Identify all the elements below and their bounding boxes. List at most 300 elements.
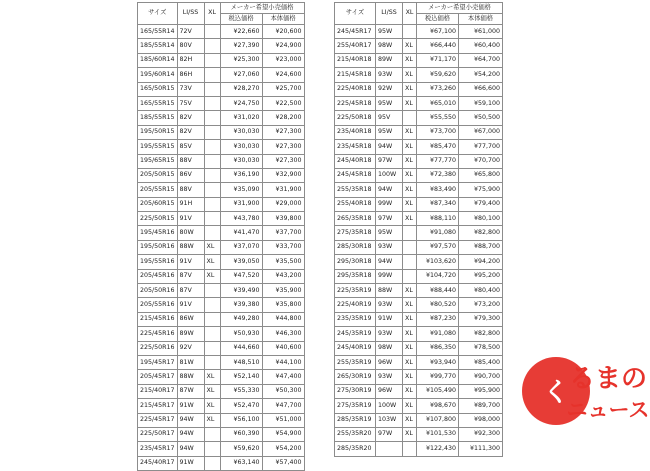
tire-size-cell: 235/35R19 bbox=[335, 312, 376, 326]
base-price-cell: ¥27,300 bbox=[262, 125, 304, 139]
tax-incl-price-cell: ¥48,510 bbox=[220, 355, 262, 369]
base-price-cell: ¥24,600 bbox=[262, 68, 304, 82]
tax-incl-price-cell: ¥56,100 bbox=[220, 413, 262, 427]
load-speed-cell: 97W bbox=[376, 154, 403, 168]
xl-flag-cell bbox=[204, 226, 220, 240]
tax-incl-price-cell: ¥87,340 bbox=[417, 197, 459, 211]
price-table-right bbox=[334, 2, 503, 457]
xl-flag-cell: XL bbox=[403, 341, 417, 355]
table-row bbox=[138, 68, 305, 82]
load-speed-cell: 95W bbox=[376, 96, 403, 110]
header-li-ss: LI/SS bbox=[177, 3, 204, 25]
base-price-cell: ¥20,600 bbox=[262, 25, 304, 39]
table-row bbox=[335, 312, 503, 326]
tax-incl-price-cell: ¥55,550 bbox=[417, 111, 459, 125]
xl-flag-cell: XL bbox=[204, 255, 220, 269]
base-price-cell: ¥79,300 bbox=[459, 312, 503, 326]
base-price-cell: ¥61,000 bbox=[459, 25, 503, 39]
base-price-cell: ¥22,500 bbox=[262, 96, 304, 110]
tire-size-cell: 245/40R18 bbox=[335, 154, 376, 168]
tire-size-cell: 275/35R18 bbox=[335, 226, 376, 240]
tire-size-cell: 265/35R18 bbox=[335, 212, 376, 226]
table-row bbox=[335, 427, 503, 441]
load-speed-cell: 94W bbox=[177, 427, 204, 441]
load-speed-cell: 91W bbox=[177, 399, 204, 413]
tire-size-cell: 225/50R16 bbox=[138, 341, 178, 355]
table-row bbox=[335, 125, 503, 139]
table-row bbox=[138, 284, 305, 298]
xl-flag-cell: XL bbox=[403, 183, 417, 197]
xl-flag-cell: XL bbox=[403, 197, 417, 211]
tire-size-cell: 285/30R18 bbox=[335, 240, 376, 254]
table-row bbox=[138, 370, 305, 384]
base-price-cell: ¥57,400 bbox=[262, 456, 304, 470]
price-table-left bbox=[137, 2, 305, 471]
tire-size-cell: 235/40R18 bbox=[335, 125, 376, 139]
base-price-cell: ¥50,500 bbox=[459, 111, 503, 125]
table-row bbox=[138, 355, 305, 369]
load-speed-cell: 81W bbox=[177, 355, 204, 369]
xl-flag-cell bbox=[204, 312, 220, 326]
tax-incl-price-cell: ¥55,330 bbox=[220, 384, 262, 398]
xl-flag-cell: XL bbox=[403, 53, 417, 67]
load-speed-cell: 86H bbox=[177, 68, 204, 82]
tire-size-cell: 225/40R18 bbox=[335, 82, 376, 96]
header-xl: XL bbox=[403, 3, 417, 25]
tire-size-cell: 245/40R19 bbox=[335, 341, 376, 355]
xl-flag-cell bbox=[204, 25, 220, 39]
header-xl: XL bbox=[204, 3, 220, 25]
load-speed-cell: 88V bbox=[177, 154, 204, 168]
xl-flag-cell bbox=[204, 197, 220, 211]
tire-size-cell: 245/45R18 bbox=[335, 168, 376, 182]
tire-size-cell: 255/35R18 bbox=[335, 183, 376, 197]
tax-incl-price-cell: ¥91,080 bbox=[417, 327, 459, 341]
table-row bbox=[138, 327, 305, 341]
table-row bbox=[335, 53, 503, 67]
load-speed-cell: 91V bbox=[177, 255, 204, 269]
tire-size-cell: 195/60R14 bbox=[138, 68, 178, 82]
tire-size-cell: 215/40R18 bbox=[335, 53, 376, 67]
xl-flag-cell bbox=[204, 183, 220, 197]
table-row bbox=[138, 154, 305, 168]
tire-size-cell: 165/50R15 bbox=[138, 82, 178, 96]
header-li-ss: LI/SS bbox=[376, 3, 403, 25]
xl-flag-cell: XL bbox=[403, 312, 417, 326]
table-row bbox=[335, 384, 503, 398]
table-row bbox=[335, 82, 503, 96]
base-price-cell: ¥32,900 bbox=[262, 168, 304, 182]
tire-size-cell: 195/65R15 bbox=[138, 154, 178, 168]
xl-flag-cell bbox=[204, 327, 220, 341]
load-speed-cell: 94W bbox=[376, 183, 403, 197]
xl-flag-cell: XL bbox=[403, 82, 417, 96]
tax-incl-price-cell: ¥25,300 bbox=[220, 53, 262, 67]
tire-size-cell: 195/55R16 bbox=[138, 255, 178, 269]
tire-size-cell: 215/45R18 bbox=[335, 68, 376, 82]
tax-incl-price-cell: ¥24,750 bbox=[220, 96, 262, 110]
table-row bbox=[138, 226, 305, 240]
tire-size-cell: 225/50R15 bbox=[138, 212, 178, 226]
tax-incl-price-cell: ¥105,490 bbox=[417, 384, 459, 398]
xl-flag-cell: XL bbox=[403, 399, 417, 413]
load-speed-cell: 94W bbox=[177, 442, 204, 456]
tax-incl-price-cell: ¥27,390 bbox=[220, 39, 262, 53]
tax-incl-price-cell: ¥59,620 bbox=[220, 442, 262, 456]
tax-incl-price-cell: ¥73,700 bbox=[417, 125, 459, 139]
xl-flag-cell: XL bbox=[204, 269, 220, 283]
table-row bbox=[335, 183, 503, 197]
tire-size-cell: 215/45R17 bbox=[138, 399, 178, 413]
table-row bbox=[138, 341, 305, 355]
table-row bbox=[335, 442, 503, 456]
load-speed-cell: 86W bbox=[177, 312, 204, 326]
base-price-cell: ¥85,400 bbox=[459, 355, 503, 369]
tax-incl-price-cell: ¥31,900 bbox=[220, 197, 262, 211]
load-speed-cell: 95W bbox=[376, 226, 403, 240]
xl-flag-cell bbox=[204, 456, 220, 470]
tax-incl-price-cell: ¥43,780 bbox=[220, 212, 262, 226]
tax-incl-price-cell: ¥30,030 bbox=[220, 154, 262, 168]
load-speed-cell: 88W bbox=[376, 284, 403, 298]
tax-incl-price-cell: ¥65,010 bbox=[417, 96, 459, 110]
tire-size-cell: 165/55R15 bbox=[138, 96, 178, 110]
load-speed-cell: 93W bbox=[376, 327, 403, 341]
load-speed-cell: 100W bbox=[376, 399, 403, 413]
xl-flag-cell: XL bbox=[403, 384, 417, 398]
table-row bbox=[138, 413, 305, 427]
table-row bbox=[335, 68, 503, 82]
tire-size-cell: 195/45R17 bbox=[138, 355, 178, 369]
table-row bbox=[335, 39, 503, 53]
xl-flag-cell: XL bbox=[204, 370, 220, 384]
xl-flag-cell bbox=[204, 111, 220, 125]
table-row bbox=[138, 212, 305, 226]
tire-size-cell: 195/50R15 bbox=[138, 125, 178, 139]
load-speed-cell: 100W bbox=[376, 168, 403, 182]
tax-incl-price-cell: ¥30,030 bbox=[220, 140, 262, 154]
tire-size-cell: 195/55R15 bbox=[138, 140, 178, 154]
base-price-cell: ¥47,700 bbox=[262, 399, 304, 413]
tax-incl-price-cell: ¥39,380 bbox=[220, 298, 262, 312]
tax-incl-price-cell: ¥47,520 bbox=[220, 269, 262, 283]
table-row bbox=[335, 413, 503, 427]
base-price-cell: ¥39,800 bbox=[262, 212, 304, 226]
tax-incl-price-cell: ¥39,490 bbox=[220, 284, 262, 298]
base-price-cell: ¥111,300 bbox=[459, 442, 503, 456]
load-speed-cell: 88W bbox=[177, 370, 204, 384]
tax-incl-price-cell: ¥22,660 bbox=[220, 25, 262, 39]
tire-size-cell: 235/45R17 bbox=[138, 442, 178, 456]
load-speed-cell: 89W bbox=[177, 327, 204, 341]
xl-flag-cell: XL bbox=[204, 384, 220, 398]
tax-incl-price-cell: ¥103,620 bbox=[417, 255, 459, 269]
table-row bbox=[138, 125, 305, 139]
load-speed-cell: 89W bbox=[376, 53, 403, 67]
tire-size-cell: 195/50R16 bbox=[138, 240, 178, 254]
table-row bbox=[335, 341, 503, 355]
tax-incl-price-cell: ¥71,170 bbox=[417, 53, 459, 67]
base-price-cell: ¥54,200 bbox=[459, 68, 503, 82]
base-price-cell: ¥60,400 bbox=[459, 39, 503, 53]
tire-size-cell: 255/40R17 bbox=[335, 39, 376, 53]
load-speed-cell: 82V bbox=[177, 111, 204, 125]
header-price-group: メーカー希望小売価格 bbox=[220, 3, 304, 14]
xl-flag-cell: XL bbox=[403, 125, 417, 139]
base-price-cell: ¥33,700 bbox=[262, 240, 304, 254]
base-price-cell: ¥92,300 bbox=[459, 427, 503, 441]
load-speed-cell: 91V bbox=[177, 298, 204, 312]
tire-size-cell: 185/60R14 bbox=[138, 53, 178, 67]
base-price-cell: ¥50,300 bbox=[262, 384, 304, 398]
table-row bbox=[138, 111, 305, 125]
load-speed-cell: 97W bbox=[376, 427, 403, 441]
xl-flag-cell: XL bbox=[403, 413, 417, 427]
table-row bbox=[138, 25, 305, 39]
svg-text:るまの: るまの bbox=[568, 364, 648, 394]
base-price-cell: ¥70,700 bbox=[459, 154, 503, 168]
load-speed-cell: 96W bbox=[376, 384, 403, 398]
load-speed-cell: 80V bbox=[177, 39, 204, 53]
tire-size-cell: 285/35R20 bbox=[335, 442, 376, 456]
tax-incl-price-cell: ¥63,140 bbox=[220, 456, 262, 470]
tire-size-cell: 225/45R16 bbox=[138, 327, 178, 341]
xl-flag-cell: XL bbox=[403, 168, 417, 182]
tire-size-cell: 185/55R14 bbox=[138, 39, 178, 53]
base-price-cell: ¥65,800 bbox=[459, 168, 503, 182]
xl-flag-cell: XL bbox=[403, 212, 417, 226]
tire-size-cell: 245/35R19 bbox=[335, 327, 376, 341]
tax-incl-price-cell: ¥80,520 bbox=[417, 298, 459, 312]
xl-flag-cell bbox=[403, 226, 417, 240]
table-row bbox=[335, 355, 503, 369]
tire-size-cell: 185/55R15 bbox=[138, 111, 178, 125]
table-row bbox=[335, 284, 503, 298]
tax-incl-price-cell: ¥99,770 bbox=[417, 370, 459, 384]
tire-size-cell: 255/35R20 bbox=[335, 427, 376, 441]
base-price-cell: ¥90,700 bbox=[459, 370, 503, 384]
tax-incl-price-cell: ¥67,100 bbox=[417, 25, 459, 39]
table-row bbox=[335, 140, 503, 154]
tax-incl-price-cell: ¥91,080 bbox=[417, 226, 459, 240]
header-price-group: メーカー希望小売価格 bbox=[417, 3, 503, 14]
xl-flag-cell: XL bbox=[204, 240, 220, 254]
price-table-right-body bbox=[335, 25, 503, 457]
load-speed-cell: 91W bbox=[177, 456, 204, 470]
base-price-cell: ¥98,000 bbox=[459, 413, 503, 427]
table-row bbox=[138, 39, 305, 53]
tire-size-cell: 205/60R15 bbox=[138, 197, 178, 211]
tax-incl-price-cell: ¥107,800 bbox=[417, 413, 459, 427]
tire-size-cell: 265/30R19 bbox=[335, 370, 376, 384]
load-speed-cell: 88W bbox=[177, 240, 204, 254]
base-price-cell: ¥47,400 bbox=[262, 370, 304, 384]
tire-size-cell: 235/45R18 bbox=[335, 140, 376, 154]
base-price-cell: ¥24,900 bbox=[262, 39, 304, 53]
tax-incl-price-cell: ¥86,350 bbox=[417, 341, 459, 355]
base-price-cell: ¥95,900 bbox=[459, 384, 503, 398]
tax-incl-price-cell: ¥104,720 bbox=[417, 269, 459, 283]
table-row bbox=[335, 96, 503, 110]
xl-flag-cell bbox=[403, 442, 417, 456]
tire-size-cell: 225/40R19 bbox=[335, 298, 376, 312]
tire-size-cell: 275/35R19 bbox=[335, 399, 376, 413]
base-price-cell: ¥29,000 bbox=[262, 197, 304, 211]
load-speed-cell: 95W bbox=[376, 25, 403, 39]
load-speed-cell: 87V bbox=[177, 269, 204, 283]
load-speed-cell: 85V bbox=[177, 140, 204, 154]
tax-incl-price-cell: ¥122,430 bbox=[417, 442, 459, 456]
table-row bbox=[138, 298, 305, 312]
load-speed-cell: 82V bbox=[177, 125, 204, 139]
xl-flag-cell bbox=[403, 240, 417, 254]
xl-flag-cell bbox=[204, 39, 220, 53]
xl-flag-cell bbox=[204, 82, 220, 96]
tax-incl-price-cell: ¥88,440 bbox=[417, 284, 459, 298]
base-price-cell: ¥40,600 bbox=[262, 341, 304, 355]
tire-size-cell: 215/40R17 bbox=[138, 384, 178, 398]
tire-size-cell: 225/45R17 bbox=[138, 413, 178, 427]
table-row bbox=[335, 298, 503, 312]
xl-flag-cell bbox=[204, 68, 220, 82]
table-row bbox=[335, 399, 503, 413]
tire-size-cell: 225/35R19 bbox=[335, 284, 376, 298]
table-row bbox=[138, 269, 305, 283]
base-price-cell: ¥82,800 bbox=[459, 226, 503, 240]
xl-flag-cell bbox=[204, 442, 220, 456]
base-price-cell: ¥28,200 bbox=[262, 111, 304, 125]
table-row bbox=[335, 240, 503, 254]
table-row bbox=[335, 370, 503, 384]
table-row bbox=[335, 255, 503, 269]
table-row bbox=[138, 427, 305, 441]
table-row bbox=[138, 197, 305, 211]
base-price-cell: ¥27,300 bbox=[262, 154, 304, 168]
table-row bbox=[138, 456, 305, 470]
base-price-cell: ¥80,100 bbox=[459, 212, 503, 226]
tax-incl-price-cell: ¥39,050 bbox=[220, 255, 262, 269]
base-price-cell: ¥27,300 bbox=[262, 140, 304, 154]
xl-flag-cell bbox=[204, 341, 220, 355]
load-speed-cell: 73V bbox=[177, 82, 204, 96]
kurumanonews-logo bbox=[516, 347, 650, 433]
load-speed-cell: 92W bbox=[376, 82, 403, 96]
load-speed-cell: 86V bbox=[177, 168, 204, 182]
load-speed-cell: 88V bbox=[177, 183, 204, 197]
base-price-cell: ¥46,300 bbox=[262, 327, 304, 341]
table-row bbox=[335, 197, 503, 211]
xl-flag-cell bbox=[204, 125, 220, 139]
tax-incl-price-cell: ¥50,930 bbox=[220, 327, 262, 341]
xl-flag-cell: XL bbox=[403, 140, 417, 154]
base-price-cell: ¥66,600 bbox=[459, 82, 503, 96]
base-price-cell: ¥44,800 bbox=[262, 312, 304, 326]
xl-flag-cell: XL bbox=[204, 413, 220, 427]
tire-size-cell: 195/45R16 bbox=[138, 226, 178, 240]
xl-flag-cell bbox=[204, 355, 220, 369]
load-speed-cell: 94W bbox=[376, 255, 403, 269]
svg-text:く: く bbox=[542, 378, 570, 408]
tax-incl-price-cell: ¥73,260 bbox=[417, 82, 459, 96]
table-row bbox=[138, 442, 305, 456]
base-price-cell: ¥80,400 bbox=[459, 284, 503, 298]
tire-size-cell: 255/35R19 bbox=[335, 355, 376, 369]
xl-flag-cell bbox=[204, 154, 220, 168]
tax-incl-price-cell: ¥41,470 bbox=[220, 226, 262, 240]
xl-flag-cell: XL bbox=[403, 96, 417, 110]
table-row bbox=[335, 212, 503, 226]
load-speed-cell: 95W bbox=[376, 125, 403, 139]
base-price-cell: ¥54,200 bbox=[262, 442, 304, 456]
load-speed-cell: 91H bbox=[177, 197, 204, 211]
tire-size-cell: 205/50R15 bbox=[138, 168, 178, 182]
load-speed-cell: 93W bbox=[376, 240, 403, 254]
tax-incl-price-cell: ¥93,940 bbox=[417, 355, 459, 369]
base-price-cell: ¥73,200 bbox=[459, 298, 503, 312]
tax-incl-price-cell: ¥49,280 bbox=[220, 312, 262, 326]
tax-incl-price-cell: ¥35,090 bbox=[220, 183, 262, 197]
xl-flag-cell bbox=[204, 140, 220, 154]
tax-incl-price-cell: ¥85,470 bbox=[417, 140, 459, 154]
tire-size-cell: 225/50R17 bbox=[138, 427, 178, 441]
tire-size-cell: 295/35R18 bbox=[335, 269, 376, 283]
table-row bbox=[138, 168, 305, 182]
load-speed-cell: 99W bbox=[376, 197, 403, 211]
xl-flag-cell bbox=[204, 427, 220, 441]
base-price-cell: ¥59,100 bbox=[459, 96, 503, 110]
tax-incl-price-cell: ¥97,570 bbox=[417, 240, 459, 254]
table-row bbox=[335, 327, 503, 341]
logo-graphic bbox=[516, 347, 650, 433]
table-row bbox=[138, 384, 305, 398]
xl-flag-cell: XL bbox=[403, 298, 417, 312]
load-speed-cell: 72V bbox=[177, 25, 204, 39]
load-speed-cell: 98W bbox=[376, 39, 403, 53]
tire-size-cell: 225/50R18 bbox=[335, 111, 376, 125]
tax-incl-price-cell: ¥52,470 bbox=[220, 399, 262, 413]
load-speed-cell: 92V bbox=[177, 341, 204, 355]
base-price-cell: ¥67,000 bbox=[459, 125, 503, 139]
base-price-cell: ¥78,500 bbox=[459, 341, 503, 355]
load-speed-cell: 75V bbox=[177, 96, 204, 110]
base-price-cell: ¥44,100 bbox=[262, 355, 304, 369]
tire-size-cell: 225/45R18 bbox=[335, 96, 376, 110]
tax-incl-price-cell: ¥88,110 bbox=[417, 212, 459, 226]
load-speed-cell: 94W bbox=[177, 413, 204, 427]
xl-flag-cell: XL bbox=[403, 154, 417, 168]
tax-incl-price-cell: ¥37,070 bbox=[220, 240, 262, 254]
xl-flag-cell bbox=[403, 25, 417, 39]
xl-flag-cell bbox=[403, 269, 417, 283]
svg-text:ニュース: ニュース bbox=[566, 398, 650, 422]
tire-size-cell: 205/50R16 bbox=[138, 284, 178, 298]
header-base-price: 本体価格 bbox=[459, 14, 503, 25]
load-speed-cell: 87V bbox=[177, 284, 204, 298]
table-row bbox=[335, 154, 503, 168]
base-price-cell: ¥95,200 bbox=[459, 269, 503, 283]
base-price-cell: ¥35,900 bbox=[262, 284, 304, 298]
tire-size-cell: 215/45R16 bbox=[138, 312, 178, 326]
table-row bbox=[138, 240, 305, 254]
load-speed-cell: 96W bbox=[376, 355, 403, 369]
tax-incl-price-cell: ¥30,030 bbox=[220, 125, 262, 139]
load-speed-cell: 97W bbox=[376, 212, 403, 226]
tire-size-cell: 245/40R17 bbox=[138, 456, 178, 470]
header-tax-incl: 税込価格 bbox=[220, 14, 262, 25]
base-price-cell: ¥79,400 bbox=[459, 197, 503, 211]
xl-flag-cell: XL bbox=[403, 284, 417, 298]
load-speed-cell: 93W bbox=[376, 370, 403, 384]
